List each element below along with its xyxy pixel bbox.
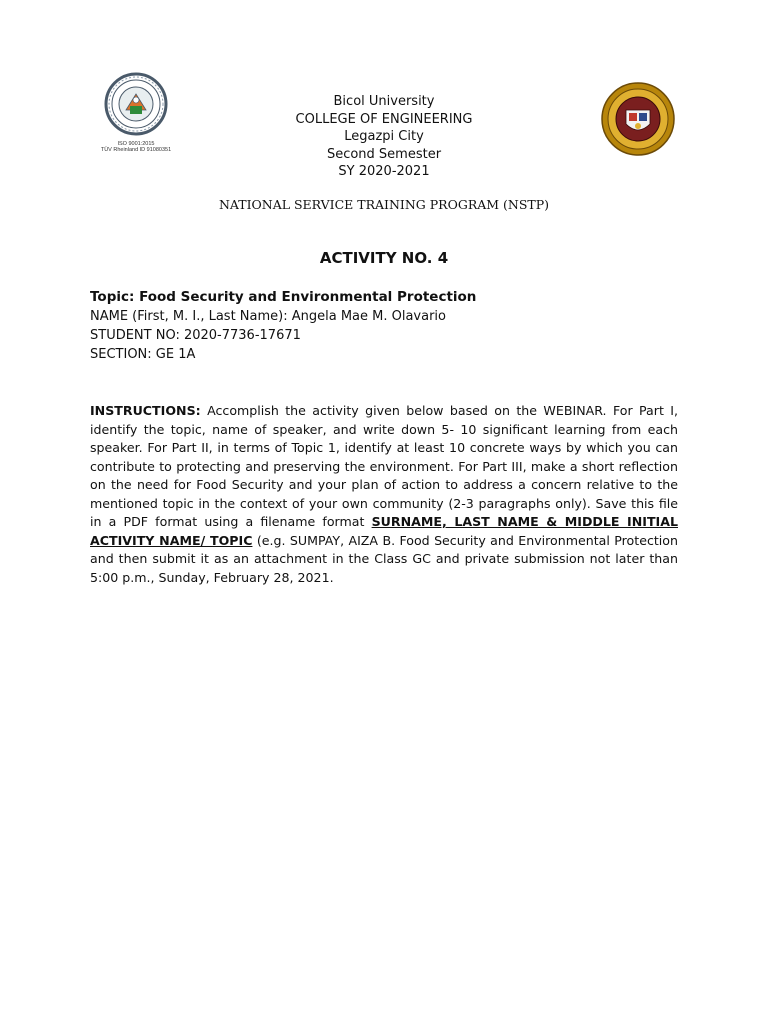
instructions-label: INSTRUCTIONS: xyxy=(90,403,201,418)
filename-format: SURNAME, LAST NAME & MIDDLE INITIAL ACTIVITY NAME/ TOPIC xyxy=(90,514,678,548)
iso-certification-line: ISO 9001:2015 xyxy=(117,141,155,147)
college-of-engineering-seal-icon xyxy=(598,80,678,158)
instructions-paragraph xyxy=(90,402,678,587)
student-number-line: STUDENT NO: 2020-7736-17671 xyxy=(90,328,301,343)
activity-title: ACTIVITY NO. 4 xyxy=(319,249,449,267)
university-name: Bicol University xyxy=(333,94,435,109)
student-info xyxy=(90,288,690,364)
name-line: NAME (First, M. I., Last Name): Angela Mae M. Olavario xyxy=(90,309,447,324)
section-line: SECTION: GE 1A xyxy=(90,347,196,362)
program-title: NATIONAL SERVICE TRAINING PROGRAM (NSTP) xyxy=(218,197,550,212)
certification-id-line: TÜV Rheinland ID 91080351 xyxy=(100,147,172,153)
instructions-body: Accomplish the activity given below based on the WEBINAR. For Part I, identify the topic, name of speaker, and write down 5- 10 significant learning from each speaker. For Part II, in terms of Topic 1, identify at least 10 concrete ways by which you can contribute to protecting and preserving the environment. For Part III, make a short reflection on the need for Food Security and your plan of action to address a concern relative to the mentioned topic in the context of your own community (2-3 paragraphs only). Save this file in a PDF format using a filename format xyxy=(90,403,678,529)
instructions-tail: (e.g. SUMPAY, AIZA B. Food Security and Environmental Protection and then submit it as an attachment in the Class GC and private submission not later than 5:00 p.m., Sunday, February 28, 2021. xyxy=(90,532,678,585)
topic-line: Topic: Food Security and Environmental Protection xyxy=(90,289,477,305)
school-year: SY 2020-2021 xyxy=(338,164,430,179)
city-name: Legazpi City xyxy=(344,129,424,144)
document-header xyxy=(234,93,534,181)
semester: Second Semester xyxy=(326,146,442,162)
college-name: COLLEGE OF ENGINEERING xyxy=(295,111,473,127)
